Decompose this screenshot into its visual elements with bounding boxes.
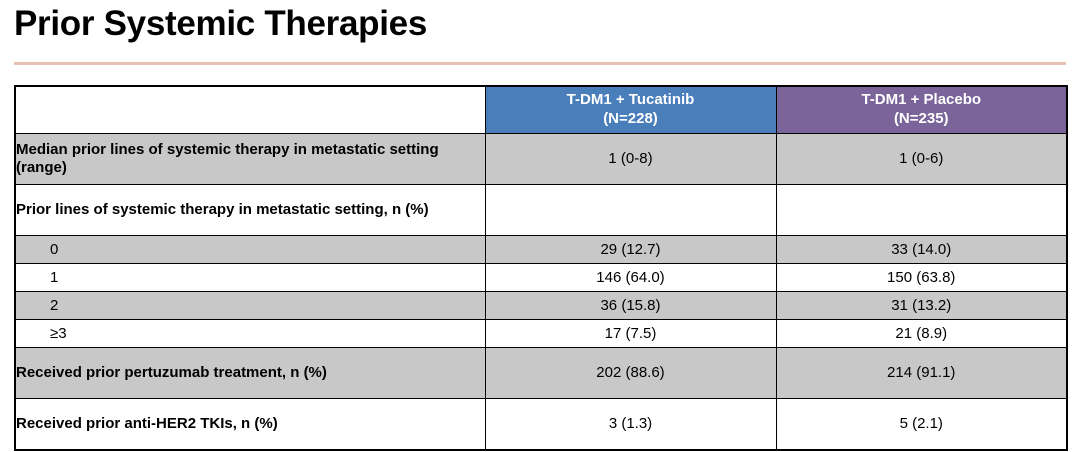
cell-value: 146 (64.0) xyxy=(485,264,776,292)
column-header-placebo-label: T-DM1 + Placebo xyxy=(861,91,982,109)
cell-value: 33 (14.0) xyxy=(776,236,1067,264)
table-corner-cell xyxy=(15,86,485,134)
column-header-tucatinib xyxy=(485,86,776,134)
column-header-tucatinib-n: (N=228) xyxy=(603,110,658,127)
cell-value: 1 (0-8) xyxy=(485,134,776,185)
table-row xyxy=(15,348,1067,399)
cell-value: 36 (15.8) xyxy=(485,292,776,320)
cell-value xyxy=(776,185,1067,236)
column-header-placebo xyxy=(776,86,1067,134)
table-header-row xyxy=(15,86,1067,134)
table-row xyxy=(15,292,1067,320)
cell-value: 1 (0-6) xyxy=(776,134,1067,185)
row-label: Median prior lines of systemic therapy in metastatic setting (range) xyxy=(15,134,485,185)
table-body xyxy=(15,134,1067,451)
table-row xyxy=(15,236,1067,264)
row-label: ≥3 xyxy=(15,320,485,348)
table-container xyxy=(14,85,1066,451)
column-header-tucatinib-label: T-DM1 + Tucatinib xyxy=(566,91,695,109)
cell-value: 3 (1.3) xyxy=(485,399,776,451)
cell-value: 21 (8.9) xyxy=(776,320,1067,348)
row-label: 2 xyxy=(15,292,485,320)
cell-value xyxy=(485,185,776,236)
page-title: Prior Systemic Therapies xyxy=(14,4,427,43)
table-row xyxy=(15,185,1067,236)
cell-value: 214 (91.1) xyxy=(776,348,1067,399)
table-row xyxy=(15,134,1067,185)
table-row xyxy=(15,320,1067,348)
cell-value: 202 (88.6) xyxy=(485,348,776,399)
row-label: 0 xyxy=(15,236,485,264)
row-label: Received prior anti-HER2 TKIs, n (%) xyxy=(15,399,485,451)
cell-value: 31 (13.2) xyxy=(776,292,1067,320)
cell-value: 17 (7.5) xyxy=(485,320,776,348)
title-divider xyxy=(14,62,1066,65)
cell-value: 29 (12.7) xyxy=(485,236,776,264)
prior-systemic-therapies-table xyxy=(14,85,1068,451)
row-label: Received prior pertuzumab treatment, n (%) xyxy=(15,348,485,399)
table-row xyxy=(15,399,1067,451)
column-header-placebo-n: (N=235) xyxy=(893,110,949,127)
row-label: 1 xyxy=(15,264,485,292)
cell-value: 5 (2.1) xyxy=(776,399,1067,451)
cell-value: 150 (63.8) xyxy=(776,264,1067,292)
table-row xyxy=(15,264,1067,292)
row-label: Prior lines of systemic therapy in metastatic setting, n (%) xyxy=(15,185,485,236)
